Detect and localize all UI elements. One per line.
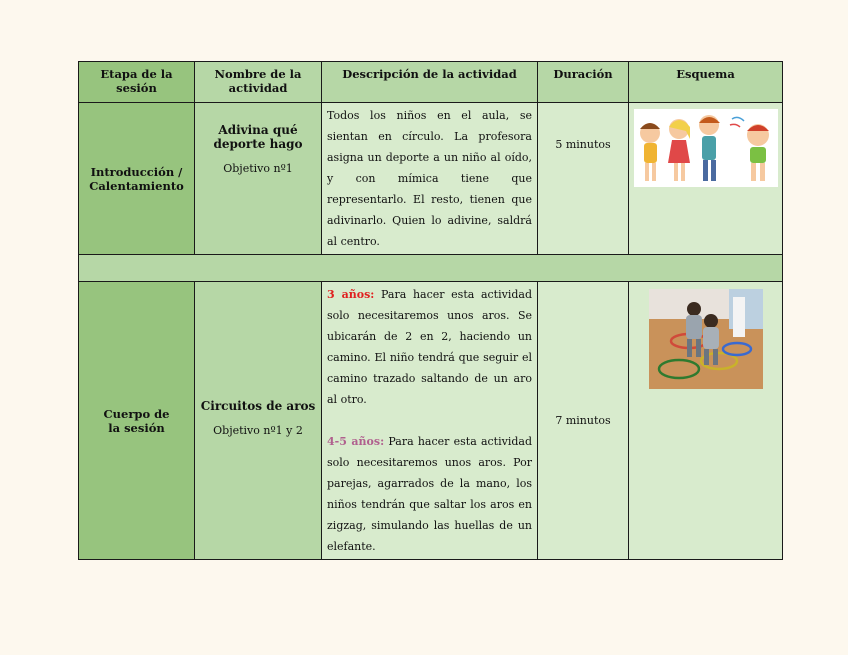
header-description: Descripción de la actividad bbox=[322, 62, 538, 103]
activity-title: Circuitos de aros bbox=[200, 399, 316, 413]
spacer bbox=[327, 410, 532, 431]
header-stage: Etapa de la sesión bbox=[79, 62, 195, 103]
scheme-cell bbox=[629, 282, 783, 560]
age-label-3: 3 años: bbox=[327, 288, 375, 301]
duration-cell: 5 minutos bbox=[538, 103, 629, 255]
activity-name-cell bbox=[195, 103, 322, 255]
header-duration: Duración bbox=[538, 62, 629, 103]
activity-objective: Objetivo nº1 bbox=[223, 162, 293, 175]
stage-cell: Introducción / Calentamiento bbox=[79, 103, 195, 255]
description-cell bbox=[322, 282, 538, 560]
header-scheme: Esquema bbox=[629, 62, 783, 103]
table-row bbox=[79, 103, 783, 255]
activity-title: Adivina qué deporte hago bbox=[213, 123, 303, 151]
scheme-cell bbox=[629, 103, 783, 255]
description-text-3: Para hacer esta actividad solo necesitaremos unos aros. Se ubicarán de 2 en 2, haciendo un camino. El niño tendrá que seguir el camino trazado saltando de un aro al otro. bbox=[327, 288, 532, 406]
separator-cell bbox=[79, 255, 783, 282]
description-text-4-5: Para hacer esta actividad solo necesitaremos unos aros. Por parejas, agarrados de la mano, los niños tendrán que saltar los aros en zigzag, simulando las huellas de un elefante. bbox=[327, 435, 532, 553]
cartoon-children-playing-image bbox=[634, 109, 778, 187]
age-label-4-5: 4-5 años: bbox=[327, 435, 385, 448]
session-table bbox=[78, 61, 783, 560]
separator-row bbox=[79, 255, 783, 282]
table-row bbox=[79, 282, 783, 560]
children-hoops-photo bbox=[649, 289, 763, 389]
duration-cell: 7 minutos bbox=[538, 282, 629, 560]
header-activity-name: Nombre de la actividad bbox=[195, 62, 322, 103]
activity-objective: Objetivo nº1 y 2 bbox=[213, 424, 303, 437]
stage-cell: Cuerpo de la sesión bbox=[79, 282, 195, 560]
description-cell: Todos los niños en el aula, se sientan en círculo. La profesora asigna un deporte a un niño al oído, y con mímica tiene que representarlo. El resto, tienen que adivinarlo. Quien lo adivine, saldrá al centro. bbox=[322, 103, 538, 255]
header-row bbox=[79, 62, 783, 103]
activity-name-cell bbox=[195, 282, 322, 560]
